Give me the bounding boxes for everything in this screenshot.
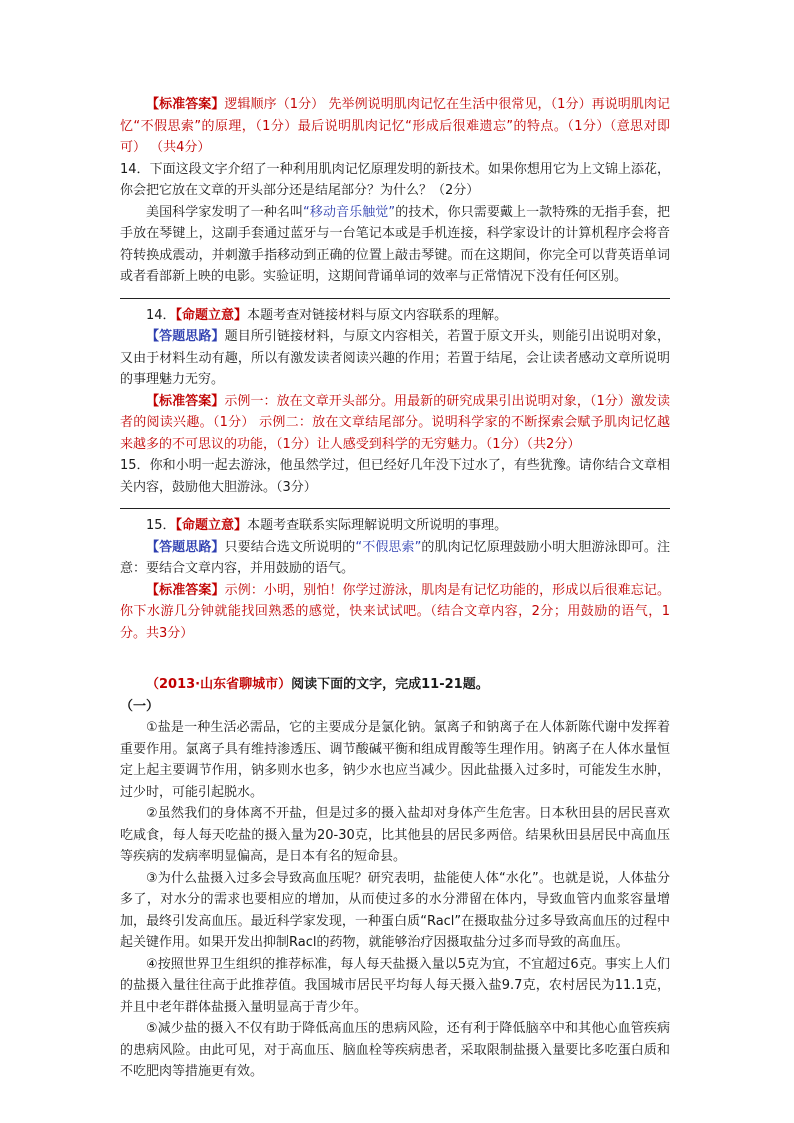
q15-intent: 15．【命题立意】本题考查联系实际理解说明文所说明的事理。	[146, 518, 508, 533]
answer-tag: 【标准答案】	[146, 97, 225, 112]
q14-intent: 14．【命题立意】本题考查对链接材料与原文内容联系的理解。	[146, 307, 508, 323]
section-title: （2013·山东省聊城市）阅读下面的文字，完成11-21题。	[146, 677, 489, 692]
spacer	[120, 644, 670, 666]
section-source: （2013·山东省聊城市）	[146, 677, 292, 692]
answer-tag: 【标准答案】	[146, 393, 225, 409]
link-material: 美国科学家发明了一种名叫“移动音乐触觉”的技术，你只需要戴上一款特殊的无指手套，把手放在琴键上，这副手套通过蓝牙与一台笔记本或是手机连接，科学家设计的计算机程序会将音符转换成震动，并刺激手指移动到正确的位置上敲击琴键。而在这期间，你完全可以背英语单词或者看部新上映的电影。实验证明，这期间背诵单词的效率与正常情况下没有任何区别。	[120, 204, 670, 284]
thinking-term: “不假思索”	[355, 539, 422, 555]
link-term: “移动音乐触觉”	[303, 204, 396, 220]
q14-thinking: 【答题思路】题目所引链接材料，与原文内容相关，若置于原文开头，则能引出说明对象，又由于材料生动有趣，所以有激发读者阅读兴趣的作用；若置于结尾，会让读者感动文章所说明的事理魅力无穷。	[120, 329, 670, 387]
intent-tag: 【命题立意】	[175, 307, 248, 323]
paragraph-3: ③为什么盐摄入过多会导致高血压呢？研究表明，盐能使人体“水化”。也就是说，人体盐分多了，对水分的需求也要相应的增加，从而使过多的水分滞留在体内，导致血管内血浆容量增加，最终引发高血压。最近科学家发现，一种蛋白质“Racl”在摄取盐分过多导致高血压的过程中起关键作用。如果开发出抑制Racl的药物，就能够治疗因摄取盐分过多而导致的高血压。	[120, 870, 670, 950]
paragraph-4: ④按照世界卫生组织的推荐标准，每人每天盐摄入量以5克为宜，不宜超过6克。事实上人们的盐摄入量往往高于此推荐值。我国城市居民平均每人每天摄入盐9.7克，农村居民为11.1克，并且中老年群体盐摄入量明显高于青少年。	[120, 956, 670, 1015]
thinking-tag: 【答题思路】	[146, 539, 225, 555]
paragraph-5: ⑤减少盐的摄入不仅有助于降低高血压的患病风险，还有利于降低脑卒中和其他心血管疾病的患病风险。由此可见，对于高血压、脑血栓等疾病患者，采取限制盐摄入量要比多吃蛋白质和不吃肥肉等措施更有效。	[120, 1021, 670, 1079]
answer-text: 示例：小明，别怕！你学过游泳，肌肉是有记忆功能的，形成以后很难忘记。你下水游几分钟就能找回熟悉的感觉，快来试试吧。（结合文章内容，2分；用鼓励的语气，1分。共3分）	[120, 582, 670, 641]
document-page	[120, 94, 670, 1083]
answer-text: 示例一：放在文章开头部分。用最新的研究成果引出说明对象，（1分）激发读者的阅读兴趣。（1分） 示例二：放在文章结尾部分。说明科学家的不断探索会赋予肌肉记忆越来越多的不可思议的功能，（1分）让人感受到科学的无穷魅力。（1分）（共2分）	[120, 393, 670, 452]
q15-question: 15．你和小明一起去游泳，他虽然学过，但已经好几年没下过水了，有些犹豫。请你结合文章相关内容，鼓励他大胆游泳。（3分）	[120, 458, 670, 495]
thinking-tag: 【答题思路】	[146, 329, 225, 344]
section-part: （一）	[120, 698, 160, 714]
paragraph-2: ②虽然我们的身体离不开盐，但是过多的摄入盐却对身体产生危害。日本秋田县的居民喜欢吃咸食，每人每天吃盐的摄入量为20-30克，比其他县的居民多两倍。结果秋田县居民中高血压等疾病的发病率明显偏高，是日本有名的短命县。	[120, 806, 670, 864]
q13-answer	[120, 94, 670, 159]
divider	[120, 298, 670, 299]
q15-thinking: 【答题思路】只要结合选文所说明的“不假思索”的肌肉记忆原理鼓励小明大胆游泳即可。注意：要结合文章内容，并用鼓励的语气。	[120, 539, 670, 576]
paragraph-1: ①盐是一种生活必需品，它的主要成分是氯化钠。氯离子和钠离子在人体新陈代谢中发挥着重要作用。氯离子具有维持渗透压、调节酸碱平衡和组成胃酸等生理作用。钠离子在人体水量恒定上起主要调节作用，钠多则水也多，钠少水也应当减少。因此盐摄入过多时，可能发生水肿，过少时，可能引起脱水。	[120, 720, 670, 800]
intent-tag: 【命题立意】	[175, 518, 248, 533]
q14-question: 14．下面这段文字介绍了一种利用肌肉记忆原理发明的新技术。如果你想用它为上文锦上添花，你会把它放在文章的开头部分还是结尾部分？为什么？（2分）	[120, 161, 670, 198]
q14-answer	[120, 391, 670, 456]
q15-answer	[120, 580, 670, 645]
divider	[120, 508, 670, 509]
answer-text: 逻辑顺序（1分） 先举例说明肌肉记忆在生活中很常见，（1分）再说明肌肉记忆“不假思索”的原理，（1分）最后说明肌肉记忆“形成后很难遗忘”的特点。（1分）（意思对即可） （共4分）	[120, 97, 670, 155]
answer-tag: 【标准答案】	[146, 582, 225, 598]
